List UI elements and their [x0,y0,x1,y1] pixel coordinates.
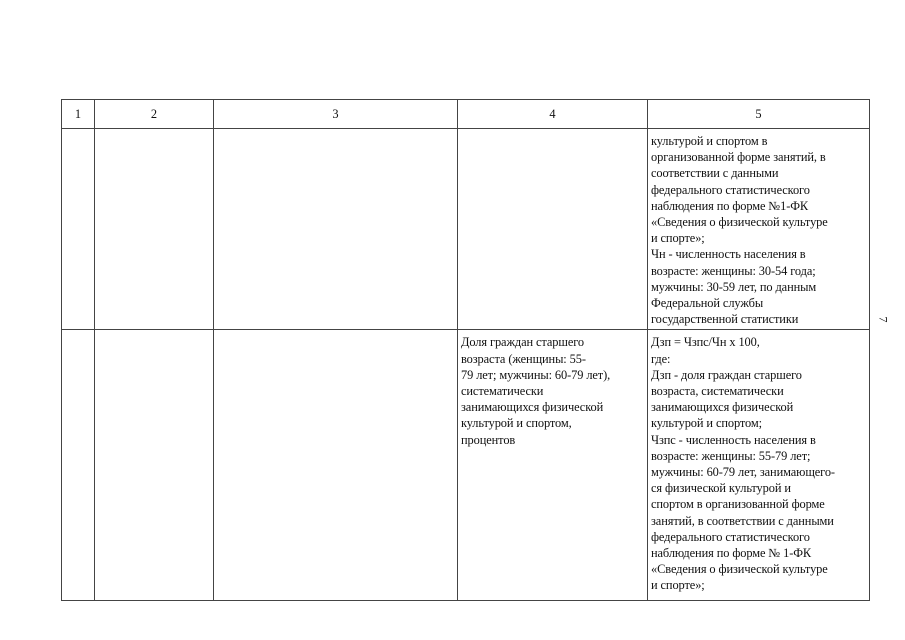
column-header-3: 3 [214,100,458,129]
cell-text [95,129,213,135]
table-cell [62,330,95,601]
table-cell [458,330,648,601]
cell-text [95,330,213,336]
table-row [62,330,870,601]
table-cell [648,129,870,330]
indicator-name-text: Доля граждан старшего возраста (женщины: 55- 79 лет; мужчины: 60-79 лет), систематически занимающихся физической культурой и спортом, процентов [461,335,611,447]
table-cell [214,129,458,330]
cell-text [458,129,647,135]
column-header-4: 4 [458,100,648,129]
table-cell [95,129,214,330]
formula-description-text: культурой и спортом в организованной форме занятий, в соответствии с данными федерального статистического наблюдения по форме №1-ФК «Сведения о физической культуре и спорте»; Чн - численность населения в возрасте: женщины: 30-54 года; мужчины: 30-59 лет, по данным Федеральной службы государственной статистики [651,134,828,327]
table-header-row [62,100,870,129]
formula-description-text: Дзп = Чзпс/Чн х 100, где: Дзп - доля граждан старшего возраста, систематически занимающихся физической культурой и спортом; Чзпс - численность населения в возрасте: женщины: 55-79 лет; мужчины: 60-79 лет, занимающего- ся физической культурой и спортом в организованной форме занятий, в соответствии с данными федерального статистического наблюдения по форме № 1-ФК «Сведения о физической культуре и спорте»; [651,335,835,593]
indicator-table [61,99,870,601]
table-cell [214,330,458,601]
cell-text [214,330,457,336]
cell-text [62,129,94,135]
table-cell [458,129,648,330]
cell-text [62,330,94,336]
table-row [62,129,870,330]
table-cell [62,129,95,330]
table-cell [648,330,870,601]
column-header-2: 2 [95,100,214,129]
table-cell [95,330,214,601]
page-number: 7 [876,316,891,323]
cell-text [214,129,457,135]
column-header-5: 5 [648,100,870,129]
column-header-1: 1 [62,100,95,129]
